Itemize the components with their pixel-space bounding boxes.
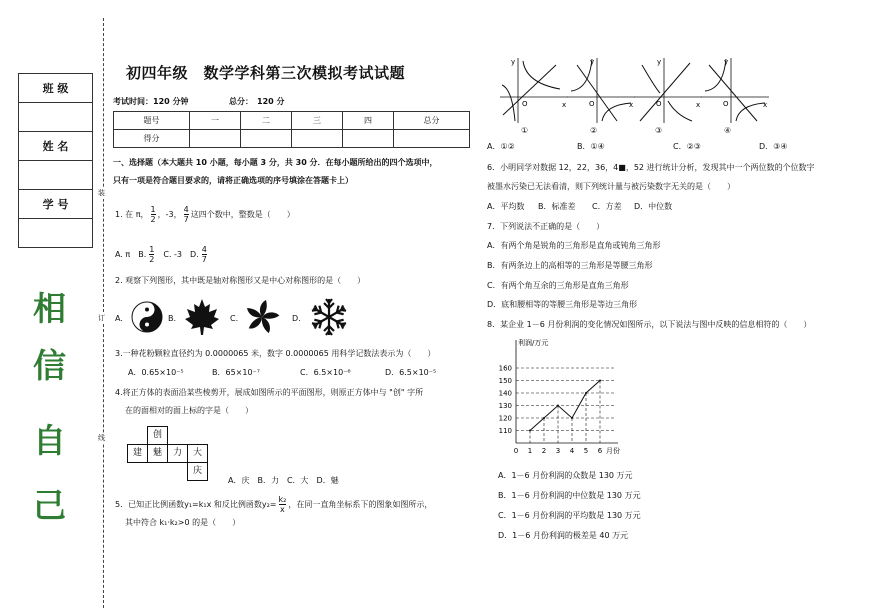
x-axis-label: 月份 xyxy=(606,447,620,455)
motto-char-1: 相 xyxy=(33,289,66,328)
graph-label-3: ③ xyxy=(655,126,663,135)
svg-text:x: x xyxy=(562,101,567,109)
y-tick-label: 130 xyxy=(498,402,512,410)
page-title: 初四年级 数学学科第三次模拟考试试题 xyxy=(126,64,406,82)
x-tick-label: 0 xyxy=(513,447,519,455)
q5-option-d: D．③④ xyxy=(759,142,788,151)
q6-option-d: D．中位数 xyxy=(634,202,673,211)
score-cell[interactable] xyxy=(394,130,470,148)
data-point xyxy=(557,405,559,407)
q4-text-2: 在的面相对的面上标的字是（ ） xyxy=(125,406,253,415)
y-tick-label: 120 xyxy=(498,414,512,423)
y-tick-label: 150 xyxy=(498,377,512,385)
graph-label-2: ② xyxy=(590,126,598,135)
x-tick-label: 3 xyxy=(555,447,561,455)
q6-option-c: C．方差 xyxy=(592,202,622,211)
net-cell: 力 xyxy=(167,444,188,463)
net-cell: 建 xyxy=(127,444,148,463)
margin-mark-2: 订 xyxy=(98,314,105,322)
score-row-label: 得分 xyxy=(114,130,190,148)
q8-option-a: A．1－6 月份利润的众数是 130 万元 xyxy=(498,471,633,480)
q1-text: 1. 在 π， $\frac{1}{2}$ ，-3， $\frac{4}{7}$ 这四个数中，整数是（ ） xyxy=(115,205,295,224)
svg-text:x: x xyxy=(696,101,701,109)
svg-text:x: x xyxy=(763,101,768,109)
score-header: 总分 xyxy=(394,112,470,130)
id-field[interactable] xyxy=(19,219,93,248)
q8-text: 8．某企业 1－6 月份利润的变化情况如图所示，以下说法与图中反映的信息相符的（ ） xyxy=(487,320,812,329)
q8-option-d: D．1－6 月份利润的极差是 40 万元 xyxy=(498,531,629,540)
x-tick-label: 2 xyxy=(541,447,547,455)
class-label: 班 级 xyxy=(19,74,93,103)
svg-text:O: O xyxy=(589,100,595,108)
score-header: 二 xyxy=(241,112,292,130)
q2-label-a: A. xyxy=(115,314,123,323)
svg-text:y: y xyxy=(590,58,595,66)
data-point xyxy=(571,417,573,419)
q5-option-b: B．①④ xyxy=(577,142,605,151)
q5-text-1: 5．已知正比例函数y₁=k₁x 和反比例函数y₂= $\frac{\text{k₂}}{x}$ ，在同一直角坐标系下的图象如图所示， xyxy=(115,495,433,514)
y-tick-label: 140 xyxy=(498,389,512,398)
q5-option-c: C．②③ xyxy=(673,142,701,151)
score-table xyxy=(113,111,470,148)
svg-text:x: x xyxy=(629,101,634,109)
y-tick-label: 110 xyxy=(498,427,512,435)
q5-option-a: A．①② xyxy=(487,142,515,151)
data-point xyxy=(543,417,545,419)
net-cell: 大 xyxy=(187,444,208,463)
q7-option-a: A．有两个角是锐角的三角形是直角或钝角三角形 xyxy=(487,241,661,250)
graph-4 xyxy=(699,55,771,125)
svg-text:O: O xyxy=(656,100,662,108)
y-axis-label: 利润/万元 xyxy=(518,339,549,347)
svg-text:O: O xyxy=(723,100,729,108)
q2-label-d: D. xyxy=(292,314,301,323)
margin-mark-1: 装 xyxy=(98,189,105,197)
q7-text: 7．下列说法不正确的是（ ） xyxy=(487,222,605,231)
score-header: 题号 xyxy=(114,112,190,130)
margin-mark-3: 线 xyxy=(98,434,105,442)
x-tick-label: 4 xyxy=(569,447,575,455)
q7-option-d: D．底和腰相等的等腰三角形是等边三角形 xyxy=(487,300,638,309)
svg-text:y: y xyxy=(657,58,662,66)
exam-total: 总分： 120 分 xyxy=(229,97,285,106)
q6-option-a: A．平均数 xyxy=(487,202,525,211)
q3-option-c: C．6.5×10⁻⁶ xyxy=(300,368,351,377)
q6-option-b: B．标准差 xyxy=(538,202,576,211)
q8-option-b: B．1－6 月份利润的中位数是 130 万元 xyxy=(498,491,641,500)
id-label: 学 号 xyxy=(19,190,93,219)
q2-label-b: B. xyxy=(168,314,177,323)
student-info-table xyxy=(18,73,93,248)
maple-leaf-icon xyxy=(183,298,221,336)
exam-time: 考试时间：120 分钟 xyxy=(113,97,189,106)
x-tick-label: 6 xyxy=(597,447,603,455)
graph-3 xyxy=(632,55,704,125)
name-field[interactable] xyxy=(19,161,93,190)
q6-text-1: 6．小明同学对数据 12，22，36，4■，52 进行统计分析，发现其中一个两位数的个位数字 xyxy=(487,163,815,172)
net-cell: 魅 xyxy=(147,444,168,463)
q8-option-c: C．1－6 月份利润的平均数是 130 万元 xyxy=(498,511,641,520)
profit-line-chart xyxy=(490,336,630,462)
data-point xyxy=(599,380,601,382)
score-cell[interactable] xyxy=(241,130,292,148)
net-cell: 创 xyxy=(147,426,168,445)
q1-options: A. π B. $\frac{1}{2}$ C. -3 D. $\frac{4}{7}$ xyxy=(115,245,207,264)
svg-text:y: y xyxy=(724,58,729,66)
q5-text-2: 其中符合 k₁·k₂>0 的是（ ） xyxy=(125,518,241,527)
q3-option-a: A．0.65×10⁻⁵ xyxy=(128,368,184,377)
snowflake-icon xyxy=(308,296,350,338)
section1-title-2: 只有一项是符合题目要求的，请将正确选项的序号填涂在答题卡上） xyxy=(113,176,353,185)
q4-options: A．庆 B．力 C．大 D．魅 xyxy=(228,476,339,485)
q2-text: 2. 观察下列图形，其中既是轴对称图形又是中心对称图形的是（ ） xyxy=(115,276,366,285)
q4-text-1: 4.将正方体的表面沿某些棱剪开，展成如图所示的平面图形，则原正方体中与 "创" 字所 xyxy=(115,388,424,397)
profit-series-line xyxy=(530,381,600,431)
motto-char-4: 己 xyxy=(33,486,66,525)
svg-text:O: O xyxy=(522,100,528,108)
q3-option-d: D．6.5×10⁻⁵ xyxy=(385,368,437,377)
svg-text:y: y xyxy=(511,58,516,66)
score-cell[interactable] xyxy=(292,130,343,148)
score-header: 一 xyxy=(190,112,241,130)
q3-text: 3.一种花粉颗粒直径约为 0.0000065 米，数字 0.0000065 用科学记数法表示为（ ） xyxy=(115,349,436,358)
motto-char-2: 信 xyxy=(33,346,66,385)
q7-option-c: C．有两个角互余的三角形是直角三角形 xyxy=(487,281,629,290)
score-cell[interactable] xyxy=(190,130,241,148)
class-field[interactable] xyxy=(19,103,93,132)
score-header: 四 xyxy=(343,112,394,130)
q7-option-b: B．有两条边上的高相等的三角形是等腰三角形 xyxy=(487,261,653,270)
name-label: 姓 名 xyxy=(19,132,93,161)
cube-net xyxy=(127,426,211,482)
score-header: 三 xyxy=(292,112,343,130)
graph-label-4: ④ xyxy=(724,126,732,135)
data-point xyxy=(585,392,587,394)
graph-label-1: ① xyxy=(521,126,529,135)
q3-option-b: B．65×10⁻⁷ xyxy=(212,368,260,377)
section1-title: 一、选择题（本大题共 10 小题，每小题 3 分，共 30 分．在每小题所给出的四个选项中， xyxy=(113,158,438,167)
graph-1 xyxy=(498,55,570,125)
yin-yang-icon xyxy=(130,300,164,334)
bauhinia-icon xyxy=(243,298,281,336)
score-cell[interactable] xyxy=(343,130,394,148)
x-tick-label: 5 xyxy=(583,447,589,455)
data-point xyxy=(529,430,531,432)
y-tick-label: 160 xyxy=(498,364,512,373)
q2-label-c: C. xyxy=(230,314,239,323)
graph-2 xyxy=(565,55,637,125)
motto-char-3: 自 xyxy=(33,421,66,460)
q6-text-2: 被墨水污染已无法看清，则下列统计量与被污染数字无关的是（ ） xyxy=(487,182,735,191)
net-cell: 庆 xyxy=(187,462,208,481)
x-tick-label: 1 xyxy=(527,447,533,455)
